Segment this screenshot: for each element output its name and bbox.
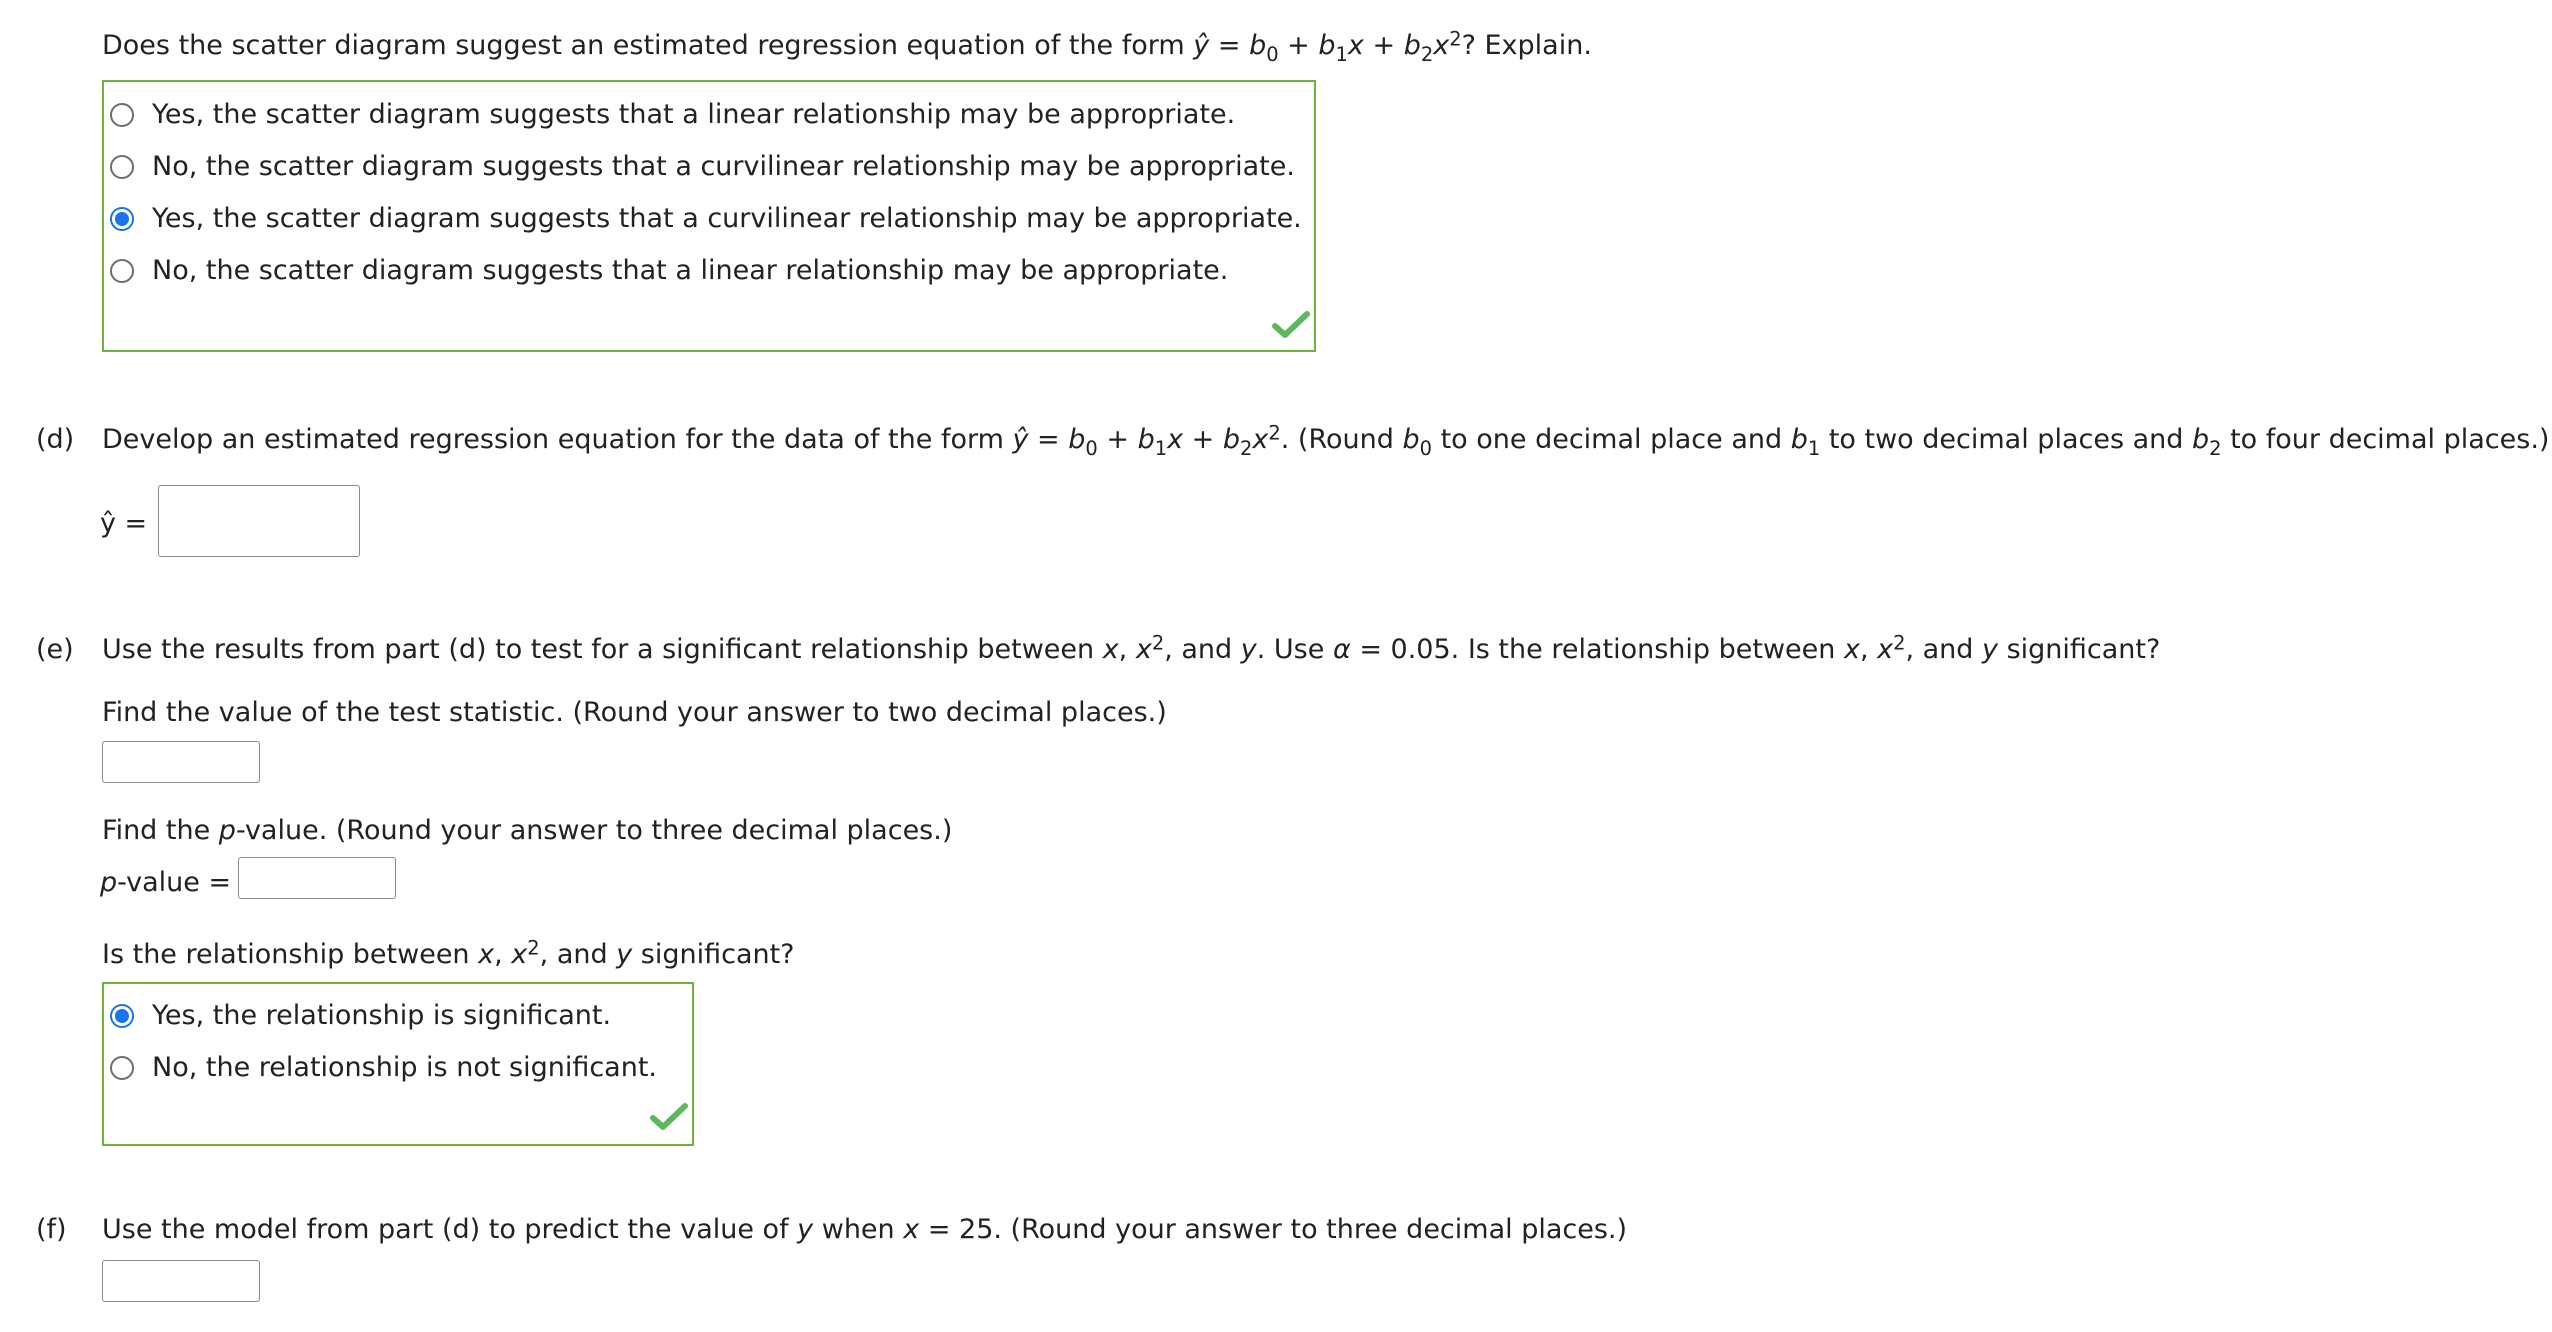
p-value-input[interactable] — [238, 857, 396, 899]
part-c-option-2[interactable]: No, the scatter diagram suggests that a curvilinear relationship may be appropriate. — [110, 151, 1295, 182]
significant-option[interactable]: Yes, the relationship is significant. — [110, 1000, 611, 1031]
part-c-option-4[interactable]: No, the scatter diagram suggests that a linear relationship may be appropriate. — [110, 255, 1228, 286]
regression-equation-input[interactable] — [158, 485, 360, 557]
p-value-label: p-value = — [100, 867, 232, 898]
part-d-question: Develop an estimated regression equation for the data of the form ŷ = $b_0 + b_1x + b_2x^2$. (Round $b_0$ to one decimal place and $b_1$ to two decimal places and $b_2$ to four decimal places.) — [102, 421, 2550, 460]
part-c-option-3[interactable]: Yes, the scatter diagram suggests that a curvilinear relationship may be appropriate. — [110, 203, 1302, 234]
part-c-question: Does the scatter diagram suggest an estimated regression equation of the form ŷ = $b_0 + b_1x + b_2x^2$? Explain. — [102, 27, 1592, 66]
radio-button[interactable] — [110, 155, 134, 179]
part-e-answer-box — [102, 982, 694, 1146]
not-significant-option[interactable]: No, the relationship is not significant. — [110, 1052, 657, 1083]
test-statistic-input[interactable] — [102, 741, 260, 783]
part-e-label: (e) — [36, 634, 74, 665]
significance-question: Is the relationship between x, $x^2$, and y significant? — [102, 936, 795, 970]
prediction-input[interactable] — [102, 1260, 260, 1302]
part-c-option-1[interactable]: Yes, the scatter diagram suggests that a linear relationship may be appropriate. — [110, 99, 1235, 130]
test-statistic-prompt: Find the value of the test statistic. (Round your answer to two decimal places.) — [102, 697, 1167, 728]
radio-button[interactable] — [110, 103, 134, 127]
part-f-label: (f) — [36, 1214, 67, 1245]
part-c-answer-box — [102, 80, 1316, 352]
part-e-question: Use the results from part (d) to test for a significant relationship between x, $x^2$, and y. Use α = 0.05. Is the relationship between x, $x^2$, and y significant? — [102, 631, 2161, 665]
yhat-answer-label: ŷ = — [100, 508, 148, 539]
checkmark-icon — [650, 1102, 688, 1132]
checkmark-icon — [1272, 310, 1310, 340]
part-f-question: Use the model from part (d) to predict the value of y when x = 25. (Round your answer to three decimal places.) — [102, 1214, 1628, 1245]
radio-button-selected[interactable] — [110, 207, 134, 231]
radio-button-selected[interactable] — [110, 1004, 134, 1028]
p-value-prompt: Find the p-value. (Round your answer to three decimal places.) — [102, 815, 953, 846]
radio-button[interactable] — [110, 1056, 134, 1080]
part-d-label: (d) — [36, 424, 75, 455]
radio-button[interactable] — [110, 259, 134, 283]
